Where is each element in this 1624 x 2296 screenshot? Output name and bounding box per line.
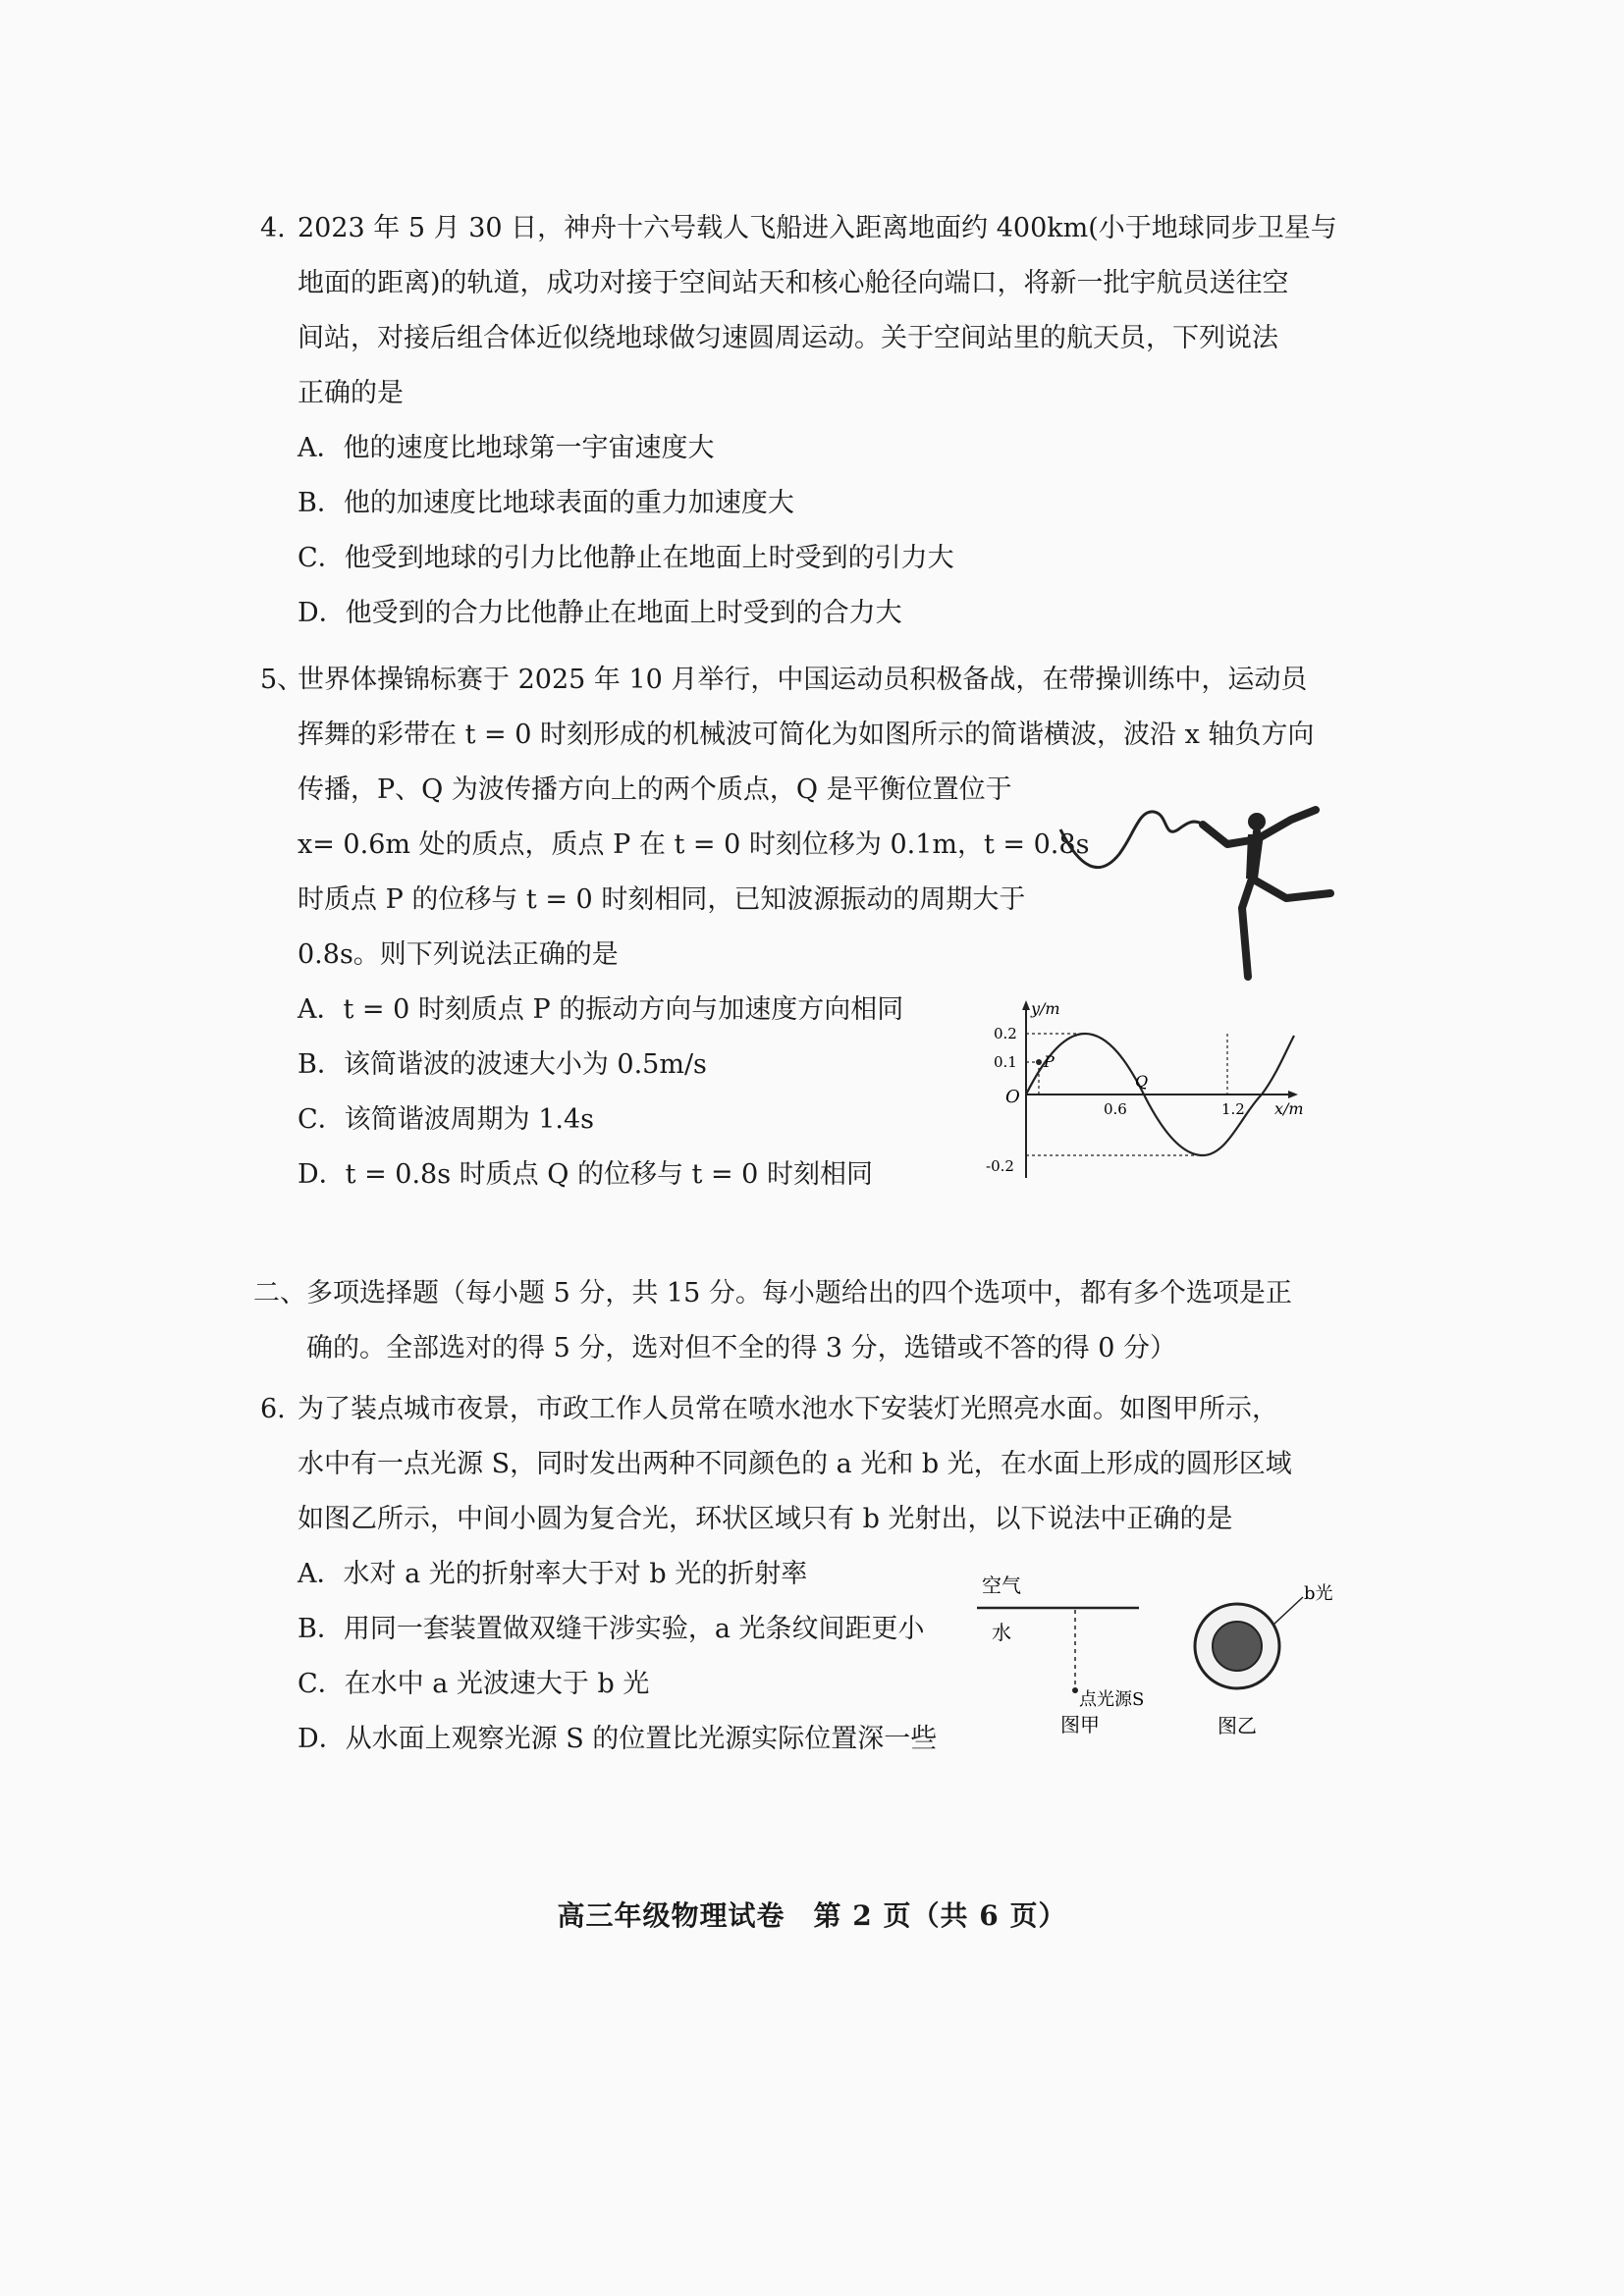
question-5-line: 传播，P、Q 为波传播方向上的两个质点，Q 是平衡位置位于 [298, 774, 1012, 805]
question-5-line: 0.8s。则下列说法正确的是 [298, 939, 619, 970]
option-b: B．他的加速度比地球表面的重力加速度大 [298, 488, 794, 518]
question-4-line: 地面的距离)的轨道，成功对接于空间站天和核心舱径向端口，将新一批宇航员送往空 [298, 268, 1289, 298]
point-p-marker [1036, 1059, 1042, 1065]
x-axis-arrow [1288, 1091, 1298, 1098]
y-axis-arrow [1022, 1000, 1030, 1010]
water-label: 水 [992, 1621, 1011, 1644]
section-2-heading [253, 1266, 1373, 1376]
question-5-line: x= 0.6m 处的质点，质点 P 在 t = 0 时刻位移为 0.1m，t = 0.8s [298, 829, 1090, 860]
figure-yi [1183, 1575, 1350, 1737]
point-q-label: Q [1135, 1072, 1149, 1091]
question-6-line: 水中有一点光源 S，同时发出两种不同颜色的 a 光和 b 光，在水面上形成的圆形区域 [298, 1449, 1292, 1479]
y-axis-label: y/m [1031, 999, 1060, 1018]
point-source-label: 点光源S [1079, 1689, 1145, 1710]
question-5-line: 挥舞的彩带在 t = 0 时刻形成的机械波可简化为如图所示的简谐横波，波沿 x 轴负方向 [298, 720, 1315, 750]
question-5-line: 时质点 P 的位移与 t = 0 时刻相同，已知波源振动的周期大于 [298, 884, 1026, 915]
question-4-line: 4. 2023 年 5 月 30 日，神舟十六号载人飞船进入距离地面约 400km(小于地球同步卫星与 [260, 201, 1350, 256]
question-6-line: 6. 为了装点城市夜景，市政工作人员常在喷水池水下安装灯光照亮水面。如图甲所示， [260, 1382, 1370, 1437]
ribbon-wave [1060, 812, 1203, 868]
y-tick-label: -0.2 [986, 1157, 1014, 1175]
y-tick-label: 0.1 [994, 1053, 1017, 1071]
option-b: B．该简谐波的波速大小为 0.5m/s [298, 1049, 707, 1080]
figure-caption: 图甲 [1060, 1713, 1100, 1736]
option-d: D．从水面上观察光源 S 的位置比光源实际位置深一些 [298, 1724, 938, 1754]
figure-jia [977, 1571, 1173, 1737]
question-number: 6. [260, 1394, 286, 1424]
section-2-line: 二、多项选择题（每小题 5 分，共 15 分。每小题给出的四个选项中，都有多个选项是正 [253, 1278, 1292, 1308]
question-number: 4. [260, 213, 286, 243]
inner-circle-composite-light [1213, 1622, 1262, 1671]
option-a: A．水对 a 光的折射率大于对 b 光的折射率 [298, 1559, 808, 1589]
air-label: 空气 [982, 1574, 1021, 1597]
b-label-leader [1273, 1597, 1303, 1625]
question-6-line: 如图乙所示，中间小圆为复合光，环状区域只有 b 光射出，以下说法中正确的是 [298, 1504, 1233, 1534]
option-c: C．他受到地球的引力比他静止在地面上时受到的引力大 [298, 543, 954, 573]
section-2-line: 确的。全部选对的得 5 分，选对但不全的得 3 分，选错或不答的得 0 分） [306, 1333, 1177, 1363]
gymnast-torso [1246, 834, 1264, 879]
question-4 [260, 201, 1350, 641]
question-4-line: 间站，对接后组合体近似绕地球做匀速圆周运动。关于空间站里的航天员，下列说法 [298, 323, 1278, 353]
point-source-marker [1072, 1687, 1078, 1693]
option-d: D．t = 0.8s 时质点 Q 的位移与 t = 0 时刻相同 [298, 1159, 873, 1190]
wave-graph [982, 996, 1306, 1193]
question-4-line: 正确的是 [298, 378, 404, 408]
x-tick-label: 0.6 [1104, 1100, 1127, 1118]
gymnast-ribbon-illustration [1056, 800, 1350, 996]
origin-label: O [1005, 1087, 1020, 1107]
option-a: A．他的速度比地球第一宇宙速度大 [298, 433, 715, 463]
x-tick-label: 1.2 [1221, 1100, 1245, 1118]
b-light-label: b光 [1304, 1583, 1333, 1604]
question-5-line: 5、世界体操锦标赛于 2025 年 10 月举行，中国运动员积极备战，在带操训练中，运动员 [260, 653, 1370, 708]
option-c: C．在水中 a 光波速大于 b 光 [298, 1669, 650, 1699]
option-d: D．他受到的合力比他静止在地面上时受到的合力大 [298, 598, 902, 628]
point-p-label: P [1044, 1052, 1055, 1071]
option-a: A．t = 0 时刻质点 P 的振动方向与加速度方向相同 [298, 994, 904, 1025]
y-tick-label: 0.2 [994, 1025, 1017, 1042]
option-b: B．用同一套装置做双缝干涉实验，a 光条纹间距更小 [298, 1614, 925, 1644]
figure-caption: 图乙 [1218, 1714, 1257, 1737]
question-number: 5、 [260, 665, 304, 695]
page-footer: 高三年级物理试卷 第 2 页（共 6 页） [557, 1899, 1067, 1932]
x-axis-label: x/m [1274, 1099, 1304, 1118]
option-c: C．该简谐波周期为 1.4s [298, 1104, 595, 1135]
gymnast-body [1203, 810, 1330, 977]
